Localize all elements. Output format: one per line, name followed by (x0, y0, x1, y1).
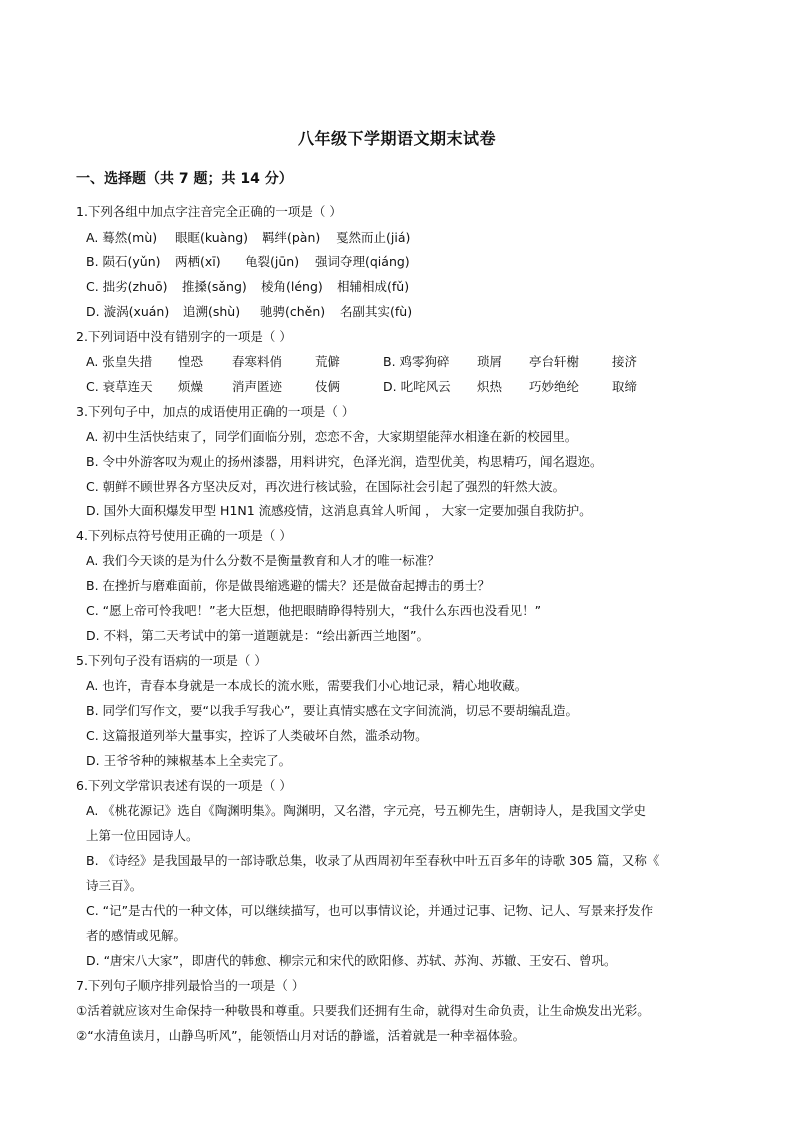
q1-option-b-4: 强词夺理(qiáng) (315, 254, 410, 269)
question-6-stem: 6.下列文学常识表述有误的一项是（ ） (76, 778, 292, 793)
question-7-stem: 7.下列句子顺序排列最恰当的一项是（ ） (76, 978, 305, 993)
q2-option-d-4: 取缔 (612, 379, 638, 394)
q5-option-c: C. 这篇报道列举大量事实，控诉了人类破坏自然，滥杀动物。 (86, 728, 428, 743)
section-heading: 一、选择题（共 7 题；共 14 分） (76, 171, 293, 187)
q6-option-d: D. “唐宋八大家”，即唐代的韩愈、柳宗元和宋代的欧阳修、苏轼、苏洵、苏辙、王安石、曾巩。 (86, 953, 617, 968)
q3-option-b: B. 令中外游客叹为观止的扬州漆器，用料讲究，色泽光润，造型优美，构思精巧，闻名遐迩。 (86, 454, 603, 469)
q2-option-b-2: 琐屑 (477, 354, 503, 369)
q1-option-b-2: 两栖(xī) (175, 254, 221, 269)
q6-option-c-line2: 者的感情或见解。 (86, 928, 187, 943)
q6-option-a-line2: 上第一位田园诗人。 (86, 828, 199, 843)
q4-option-b: B. 在挫折与磨难面前，你是做畏缩逃避的懦夫？还是做奋起搏击的勇士？ (86, 578, 491, 593)
q7-sentence-1: ①活着就应该对生命保持一种敬畏和尊重。只要我们还拥有生命，就得对生命负责，让生命焕发出光彩。 (76, 1003, 650, 1018)
q2-option-c-3: 消声匿迹 (232, 379, 283, 394)
q2-option-b-1: B. 鸡零狗碎 (383, 354, 450, 369)
q7-sentence-2: ②“水清鱼读月，山静鸟听风”，能领悟山月对话的静谧，活着就是一种幸福体验。 (76, 1028, 526, 1043)
q1-option-c-1: C. 拙劣(zhuō) (86, 279, 168, 294)
q6-option-c-line1: C. “记”是古代的一种文体，可以继续描写，也可以事情议论，并通过记事、记物、记人、写景来抒发作 (86, 903, 654, 918)
q4-option-a: A. 我们今天谈的是为什么分数不是衡量教育和人才的唯一标准？ (86, 553, 440, 568)
q1-option-c-2: 推搡(sǎng) (182, 279, 247, 294)
q1-option-a-4: 戛然而止(jiá) (336, 230, 411, 245)
q1-option-a-3: 羁绊(pàn) (262, 230, 321, 245)
question-5-stem: 5.下列句子没有语病的一项是（ ） (76, 653, 267, 668)
q2-option-c-4: 伎俩 (315, 379, 341, 394)
q2-option-b-3: 亭台轩榭 (529, 354, 580, 369)
q6-option-b-line2: 诗三百》。 (86, 878, 143, 893)
q2-option-a-3: 春寒料俏 (232, 354, 283, 369)
q4-option-d: D. 不料，第二天考试中的第一道题就是：“绘出新西兰地图”。 (86, 628, 430, 643)
q6-option-a-line1: A. 《桃花源记》选自《陶渊明集》。陶渊明，又名潜，字元亮，号五柳先生，唐朝诗人，是我国文学史 (86, 803, 647, 818)
q2-option-c-2: 烦燥 (178, 379, 204, 394)
q2-option-c-1: C. 衰草连天 (86, 379, 153, 394)
q1-option-c-3: 棱角(léng) (261, 279, 323, 294)
q2-option-d-1: D. 叱咤风云 (383, 379, 451, 394)
q1-option-d-2: 追溯(shù) (183, 304, 241, 319)
q5-option-d: D. 王爷爷种的辣椒基本上全卖完了。 (86, 753, 292, 768)
q5-option-a: A. 也许，青春本身就是一本成长的流水账，需要我们小心地记录，精心地收藏。 (86, 678, 528, 693)
question-3-stem: 3.下列句子中，加点的成语使用正确的一项是（ ） (76, 404, 355, 419)
q1-option-d-3: 驰骋(chěn) (260, 304, 326, 319)
q1-option-d-1: D. 漩涡(xuán) (86, 304, 170, 319)
q1-option-a-2: 眼眶(kuàng) (175, 230, 249, 245)
q3-option-c: C. 朝鲜不顾世界各方坚决反对，再次进行核试验，在国际社会引起了强烈的轩然大波。 (86, 479, 566, 494)
question-2-stem: 2.下列词语中没有错别字的一项是（ ） (76, 329, 292, 344)
q2-option-a-1: A. 张皇失措 (86, 354, 153, 369)
q6-option-b-line1: B. 《诗经》是我国最早的一部诗歌总集，收录了从西周初年至春秋中叶五百多年的诗歌 305 篇，又称《 (86, 853, 660, 868)
q1-option-b-1: B. 陨石(yǔn) (86, 254, 161, 269)
q2-option-d-3: 巧妙绝纶 (529, 379, 580, 394)
question-1-stem: 1.下列各组中加点字注音完全正确的一项是（ ） (76, 204, 342, 219)
q5-option-b: B. 同学们写作文，要“以我手写我心”，要让真情实感在文字间流淌，切忌不要胡编乱造。 (86, 703, 578, 718)
q2-option-a-2: 惶恐 (178, 354, 204, 369)
q3-option-d: D. 国外大面积爆发甲型 H1N1 流感疫情，这消息真耸人听闻 ， 大家一定要加强自我防护。 (86, 503, 592, 518)
q2-option-d-2: 炽热 (477, 379, 503, 394)
q1-option-a-1: A. 蓦然(mù) (86, 230, 158, 245)
q1-option-b-3: 龟裂(jūn) (245, 254, 300, 269)
q2-option-b-4: 接济 (612, 354, 638, 369)
page-title: 八年级下学期语文期末试卷 (297, 129, 496, 148)
q1-option-c-4: 相辅相成(fǔ) (337, 279, 410, 294)
q2-option-a-4: 荒僻 (315, 354, 341, 369)
q1-option-d-4: 名副其实(fù) (340, 304, 413, 319)
q3-option-a: A. 初中生活快结束了，同学们面临分别，恋恋不舍，大家期望能萍水相逢在新的校园里。 (86, 429, 578, 444)
q4-option-c: C. “愿上帝可怜我吧！”老大臣想，他把眼睛睁得特别大，“我什么东西也没看见！” (86, 603, 542, 618)
question-4-stem: 4.下列标点符号使用正确的一项是（ ） (76, 528, 292, 543)
